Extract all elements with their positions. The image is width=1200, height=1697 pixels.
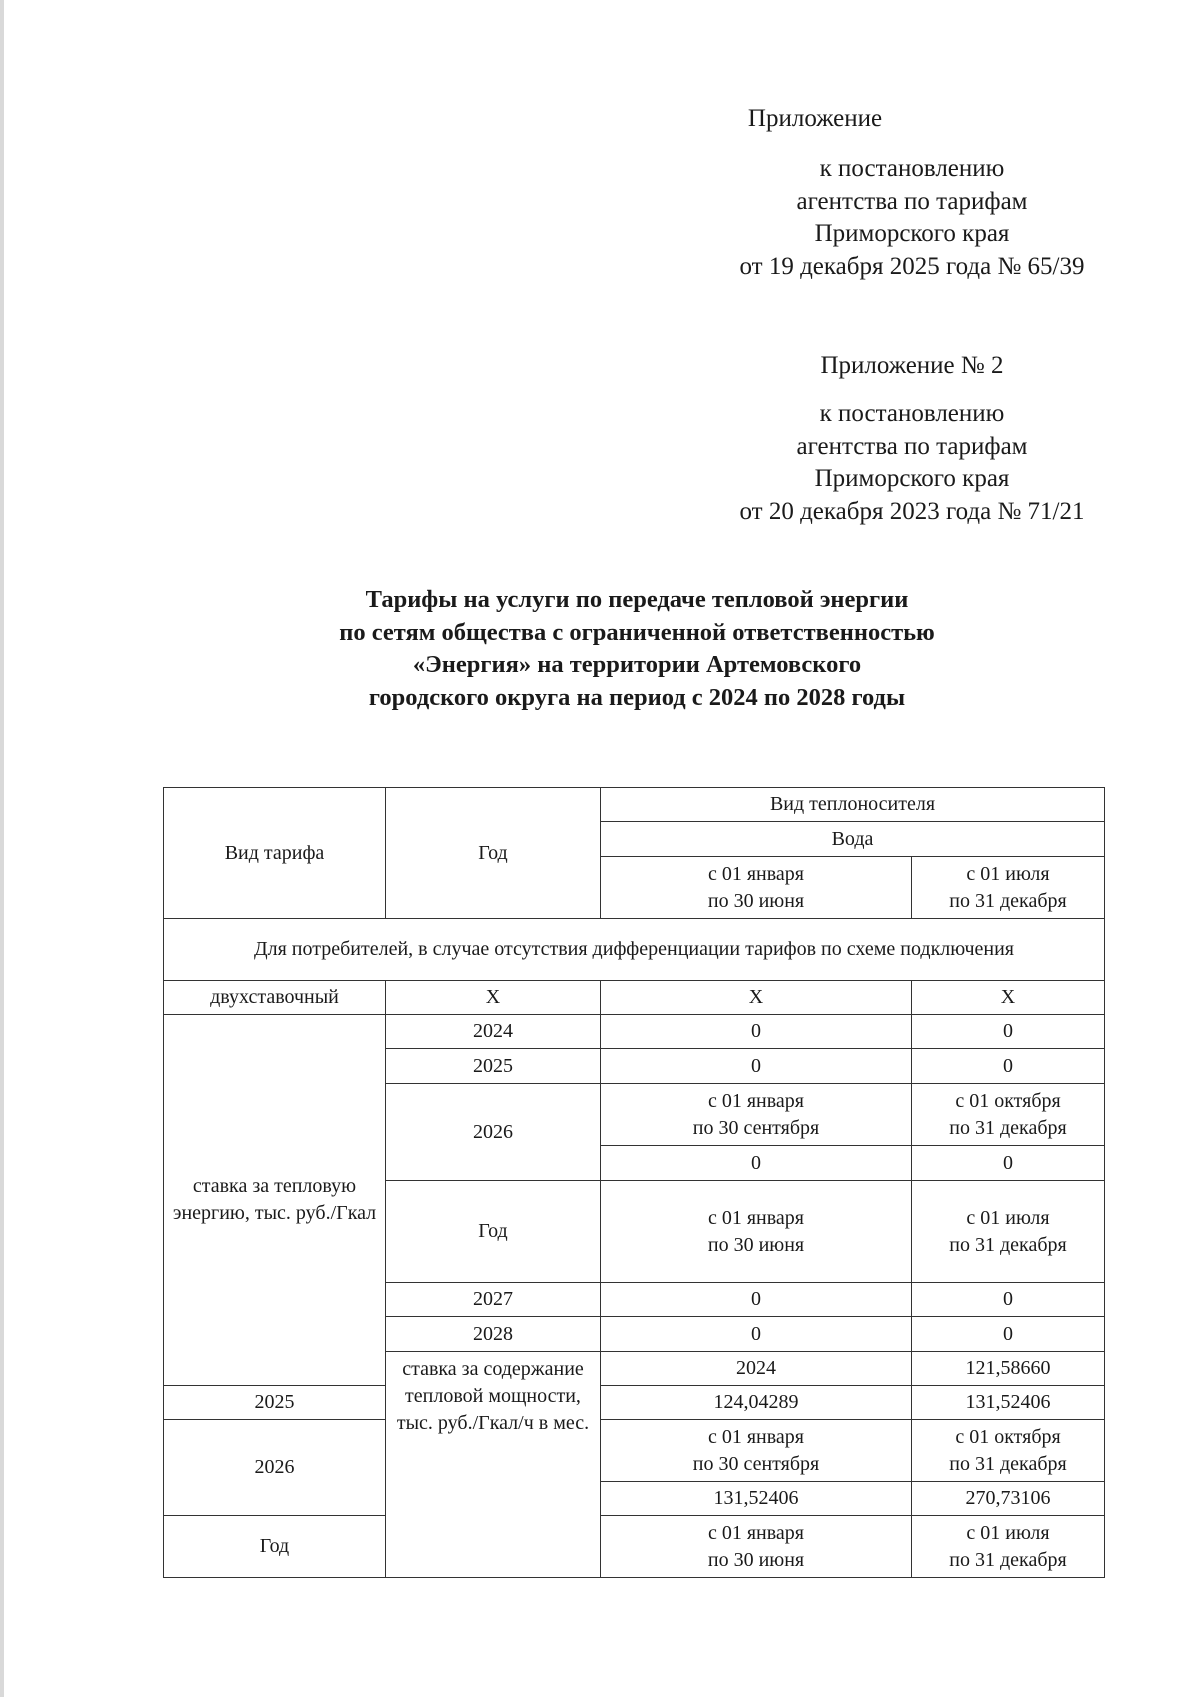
two-part-value-2: X [912,981,1105,1015]
table-cell-value: 131,52406 [912,1386,1105,1420]
header-carrier-type: Вид теплоносителя [601,788,1105,822]
appendix-2-date-line: от 20 декабря 2023 года № 71/21 [739,497,1085,525]
appendix-1-body [739,153,1084,283]
period-end: по 31 декабря [949,889,1067,912]
sub-header-period-2 [912,1516,1105,1578]
page-left-edge [0,0,4,1697]
two-part-value-1: X [601,981,912,1015]
table-cell-value: 270,73106 [912,1482,1105,1516]
appendix-1-date-line: от 19 декабря 2025 года № 65/39 [739,252,1085,280]
table-cell-value: 0 [601,1283,912,1317]
table-cell-value: 124,04289 [601,1386,912,1420]
period-end: по 31 декабря [949,1116,1067,1139]
period-start: с 01 октября [955,1425,1061,1448]
table-cell-value: 0 [912,1317,1105,1352]
table-cell-value: 0 [601,1015,912,1049]
table-cell-value: 0 [601,1317,912,1352]
table-cell-value: 121,58660 [912,1352,1105,1386]
header-tariff-type: Вид тарифа [164,788,386,919]
table-cell-year: 2027 [386,1283,601,1317]
table-cell-value: 0 [912,1049,1105,1084]
table-cell-year: 2024 [386,1015,601,1049]
period-start: с 01 января [707,1206,805,1229]
title-line: Тарифы на услуги по передаче тепловой энергии [365,586,909,613]
table-cell-year: 2025 [164,1386,386,1420]
appendix-1-line: к постановлению [819,155,1005,182]
sub-header-period-1 [601,1516,912,1578]
period-end: по 30 июня [707,889,805,912]
period-end: по 31 декабря [949,1233,1067,1256]
two-part-label: двухставочный [164,981,386,1015]
header-period-1 [601,857,912,919]
period-2026-1 [601,1420,912,1482]
table-cell-year: 2028 [386,1317,601,1352]
table-cell-value: 0 [912,1146,1105,1181]
period-end: по 30 июня [707,1548,805,1571]
period-2026-2 [912,1420,1105,1482]
sub-header-period-2 [912,1181,1105,1283]
period-end: по 30 сентября [692,1116,820,1139]
table-cell-year: 2025 [386,1049,601,1084]
title-line: по сетям общества с ограниченной ответственностью [339,618,935,646]
document-title [339,584,935,714]
energy-rate-label: ставка за тепловую энергию, тыс. руб./Гкал [164,1015,386,1386]
table-cell-value: 0 [912,1015,1105,1049]
title-line: городского округа на период с 2024 по 2028 годы [368,683,906,711]
period-start: с 01 июля [966,1521,1050,1544]
tariff-table [163,787,1105,1578]
period-2026-2 [912,1084,1105,1146]
sub-header-year: Год [164,1516,386,1578]
table-cell-year: 2026 [386,1084,601,1181]
period-end: по 31 декабря [949,1452,1067,1475]
two-part-year: X [386,981,601,1015]
sub-header-period-1 [601,1181,912,1283]
header-water: Вода [601,822,1105,857]
period-start: с 01 января [707,1521,805,1544]
appendix-1-line: Приморского края [814,220,1010,247]
capacity-rate-label: ставка за содержание тепловой мощности, тыс. руб./Гкал/ч в мес. [386,1352,601,1578]
appendix-2-line: агентства по тарифам [796,432,1028,460]
table-cell-value: 0 [601,1146,912,1181]
period-start: с 01 июля [966,862,1050,885]
period-start: с 01 октября [955,1089,1061,1112]
appendix-1-title: Приложение [747,105,883,132]
title-line: «Энергия» на территории Артемовского [412,651,862,678]
appendix-2-line: Приморского края [814,465,1010,492]
appendix-2-title: Приложение № 2 [820,352,1004,379]
period-end: по 30 сентября [692,1452,820,1475]
table-cell-year: 2026 [164,1420,386,1516]
appendix-2-line: к постановлению [819,400,1005,427]
table-cell-year: 2024 [601,1352,912,1386]
table-cell-value: 131,52406 [601,1482,912,1516]
period-start: с 01 июля [966,1206,1050,1229]
table-cell-value: 0 [601,1049,912,1084]
period-end: по 30 июня [707,1233,805,1256]
header-year: Год [386,788,601,919]
section-note: Для потребителей, в случае отсутствия дифференциации тарифов по схеме подключения [164,919,1105,981]
appendix-2-body [739,398,1084,528]
period-start: с 01 января [707,1425,805,1448]
table-cell-value: 0 [912,1283,1105,1317]
header-period-2 [912,857,1105,919]
period-start: с 01 января [707,862,805,885]
sub-header-year: Год [386,1181,601,1283]
period-end: по 31 декабря [949,1548,1067,1571]
appendix-1-line: агентства по тарифам [796,187,1028,215]
period-start: с 01 января [707,1089,805,1112]
period-2026-1 [601,1084,912,1146]
